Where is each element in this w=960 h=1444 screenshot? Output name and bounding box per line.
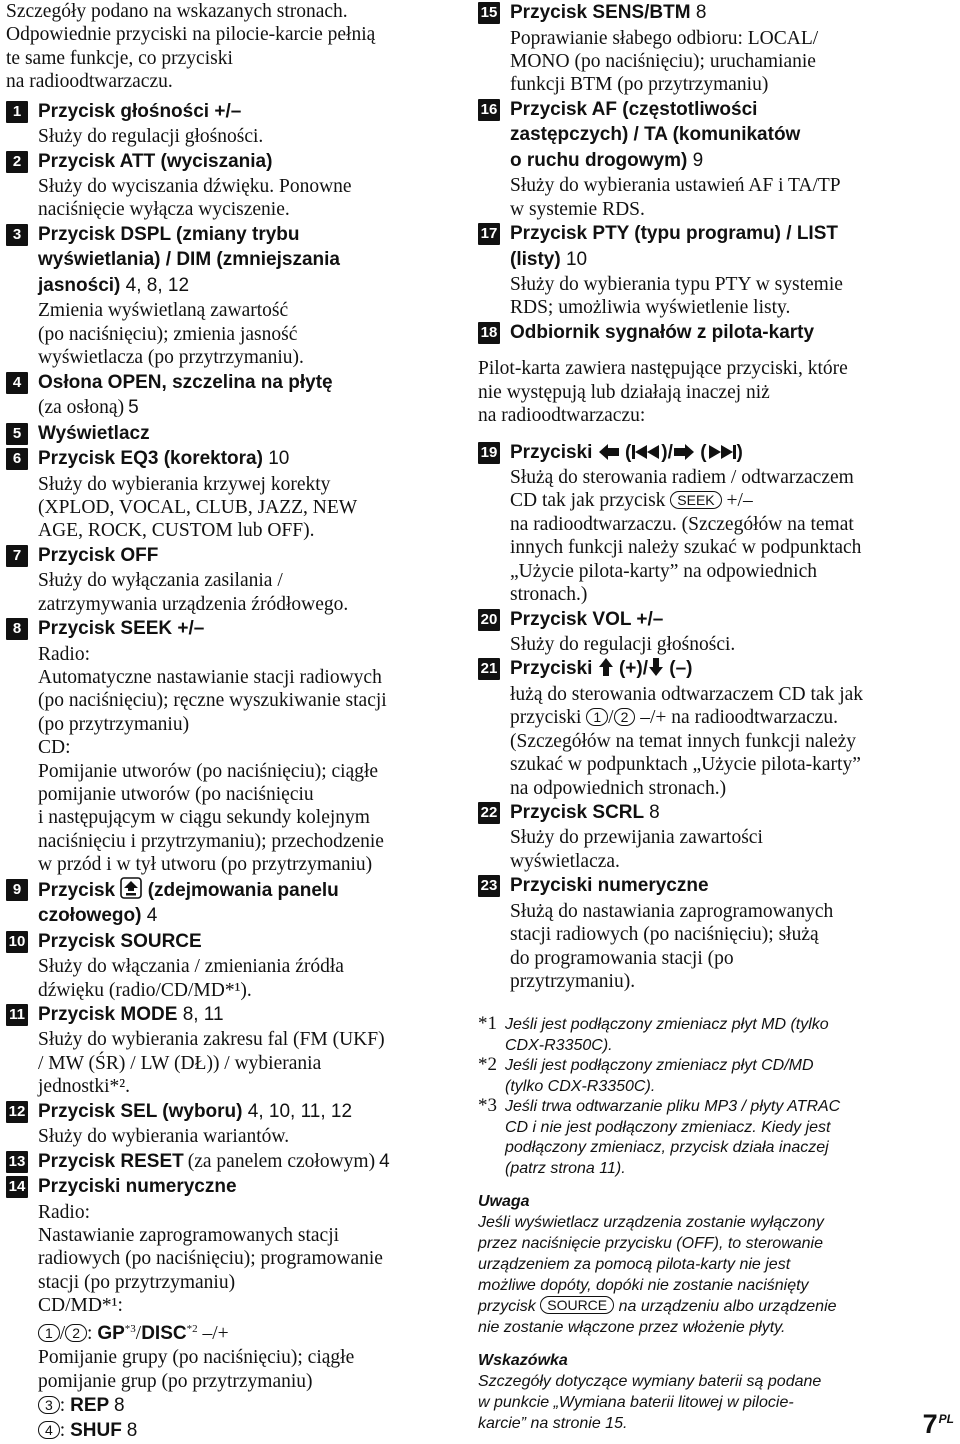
source-key: SOURCE	[540, 1296, 614, 1314]
item-19: 19 Przyciski ( )/ ( ) Służą do sterowania radiem / odtwarzaczem CD tak jak przycisk SEEK +/– na radioodtwarzaczu. (Szczegółów na temat innych funkcji należy szukać w podpunktach „Użycie pilota-karty” na odpowiednich stronach.)	[478, 440, 918, 607]
arrow-down-icon	[648, 657, 664, 677]
key-4: 4	[38, 1421, 60, 1439]
item-6: 6 Przycisk EQ3 (korektora) 10 Służy do wybierania krzywej korekty (XPLOD, VOCAL, CLUB, JAZZ, NEW AGE, ROCK, CUSTOM lub OFF).	[6, 446, 454, 543]
item-15: 15 Przycisk SENS/BTM 8 Poprawianie słabego odbioru: LOCAL/ MONO (po naciśnięciu); uruchamianie funkcji BTM (po przytrzymaniu)	[478, 0, 918, 97]
right-column	[478, 0, 918, 1434]
key-1: 1	[586, 708, 608, 726]
footnote-3: *3 Jeśli trwa odtwarzanie pliku MP3 / płyty ATRAC CD i nie jest podłączony zmieniacz. Kiedy jest podłączony zmieniacz, przycisk działa inaczej (patrz strona 11).	[478, 1095, 841, 1177]
item-20: 20 Przycisk VOL +/– Służy do regulacji głośności.	[478, 607, 918, 657]
item-18: 18 Odbiornik sygnałów z pilota-karty	[478, 320, 918, 346]
note-heading: Uwaga	[478, 1193, 530, 1211]
release-panel-icon	[120, 877, 142, 899]
item-22: 22 Przycisk SCRL 8 Służy do przewijania zawartości wyświetlacza.	[478, 800, 918, 873]
item-17: 17 Przycisk PTY (typu programu) / LIST (listy) 10 Służy do wybierania typu PTY w systemie RDS; umożliwia wyświetlenie listy.	[478, 221, 918, 320]
key-3: 3	[38, 1396, 60, 1414]
seek-key: SEEK	[670, 491, 721, 509]
item-8: 8 Przycisk SEEK +/– Radio: Automatyczne nastawianie stacji radiowych (po naciśnięciu); ręczne wyszukiwanie stacji (po przytrzymaniu) CD: Pomijanie utworów (po naciśnięciu); ciągłe pomijanie utworów (po naciśnięciu i następującym w ciągu sekundy kolejnym naciśnięciu i przytrzymaniu); przechodzenie w przód i w tył utworu (po przytrzymaniu)	[6, 616, 454, 877]
page-number: $7^{PL}$	[922, 1409, 954, 1439]
item-13: 13 Przycisk RESET (za panelem czołowym) 4	[6, 1149, 454, 1175]
item-1: 1 Przycisk głośności +/– Służy do regulacji głośności.	[6, 99, 454, 149]
tip-body: Szczegóły dotyczące wymiany baterii są podane w punkcie „Wymiana baterii litowej w pilocie- karcie” na stronie 15.	[478, 1373, 822, 1433]
note-body: Jeśli wyświetlacz urządzenia zostanie wyłączony przez naciśnięcie przycisku (OFF), to sterowanie urządzeniem za pomocą pilota-karty nie jest możliwe dopóty, dopóki nie zostanie naciśnięty przycisk SOURCE na urządzeniu albo urządzenie nie zostanie włączone przez włożenie płyty.	[478, 1214, 837, 1337]
item-5: 5 Wyświetlacz	[6, 421, 454, 447]
arrow-up-icon	[598, 657, 614, 677]
item-16: 16 Przycisk AF (częstotliwości zastępczych) / TA (komunikatów o ruchu drogowym) 9 Służy do wybierania ustawień AF i TA/TP w systemie RDS.	[478, 97, 918, 221]
footnote-2: *2 Jeśli jest podłączony zmieniacz płyt CD/MD (tylko CDX-R3350C).	[478, 1054, 814, 1095]
item-14: 14 Przyciski numeryczne Radio: Nastawianie zaprogramowanych stacji radiowych (po naciśnięciu); programowanie stacji (po przytrzymaniu) CD/MD*¹: 1 / 2 : GP$^{*3}$/DISC$^{*2}$ –/+ Pomijanie grupy (po naciśnięciu); ciągłe pomijanie grup (po przytrzymaniu) 3 : REP 8 4 : SHUF 8	[6, 1174, 454, 1444]
item-9: 9 Przycisk (zdejmowania panelu czołowego) 4	[6, 877, 454, 929]
page-ref: 4, 8, 12	[125, 274, 190, 296]
item-23: 23 Przyciski numeryczne Służą do nastawiania zaprogramowanych stacji radiowych (po naciśnięciu); służą do programowania stacji (po przytrzymaniu).	[478, 873, 918, 993]
pilot-intro: Pilot-karta zawiera następujące przyciski, które nie występują lub działają inaczej niż na radioodtwarzaczu:	[478, 358, 848, 427]
item-21: 21 Przyciski (+)/ (–) łużą do sterowania odtwarzaczem CD tak jak przyciski 1 / 2 –/+ na radioodtwarzaczu. (Szczegółów na temat innych funkcji należy szukać w podpunktach „Użycie pilota-karty” na odpowiednich stronach.)	[478, 656, 918, 800]
left-column	[6, 0, 454, 1444]
item-3: 3 Przycisk DSPL (zmiany trybu wyświetlania) / DIM (zmniejszania jasności) 4, 8, 12 Zmienia wyświetlaną zawartość (po naciśnięciu); zmienia jasność wyświetlacza (po przytrzymaniu).	[6, 222, 454, 370]
arrow-left-icon	[598, 443, 620, 461]
arrow-right-icon	[673, 443, 695, 461]
next-track-icon	[707, 443, 737, 461]
prev-track-icon	[631, 443, 661, 461]
item-2: 2 Przycisk ATT (wyciszania) Służy do wyciszania dźwięku. Ponowne naciśnięcie wyłącza wyciszenie.	[6, 149, 454, 222]
key-1: 1	[38, 1324, 60, 1342]
item-10: 10 Przycisk SOURCE Służy do włączania / zmieniania źródła dźwięku (radio/CD/MD*¹).	[6, 929, 454, 1002]
key-2: 2	[65, 1324, 87, 1342]
intro: Szczegóły podano na wskazanych stronach. Odpowiednie przyciski na pilocie-karcie pełnią te same funkcje, co przyciski na radioodtwarzaczu.	[6, 1, 376, 93]
item-12: 12 Przycisk SEL (wyboru) 4, 10, 11, 12 Służy do wybierania wariantów.	[6, 1099, 454, 1149]
item-11: 11 Przycisk MODE 8, 11 Służy do wybierania zakresu fal (FM (UKF) / MW (ŚR) / LW (DŁ)) / wybierania jednostki*².	[6, 1002, 454, 1099]
item-7: 7 Przycisk OFF Służy do wyłączania zasilania / zatrzymywania urządzenia źródłowego.	[6, 543, 454, 616]
tip-heading: Wskazówka	[478, 1352, 568, 1370]
footnote-1: *1 Jeśli jest podłączony zmieniacz płyt MD (tylko CDX-R3350C).	[478, 1013, 829, 1054]
key-2: 2	[614, 708, 636, 726]
item-4: 4 Osłona OPEN, szczelina na płytę (za osłoną) 5	[6, 370, 454, 421]
